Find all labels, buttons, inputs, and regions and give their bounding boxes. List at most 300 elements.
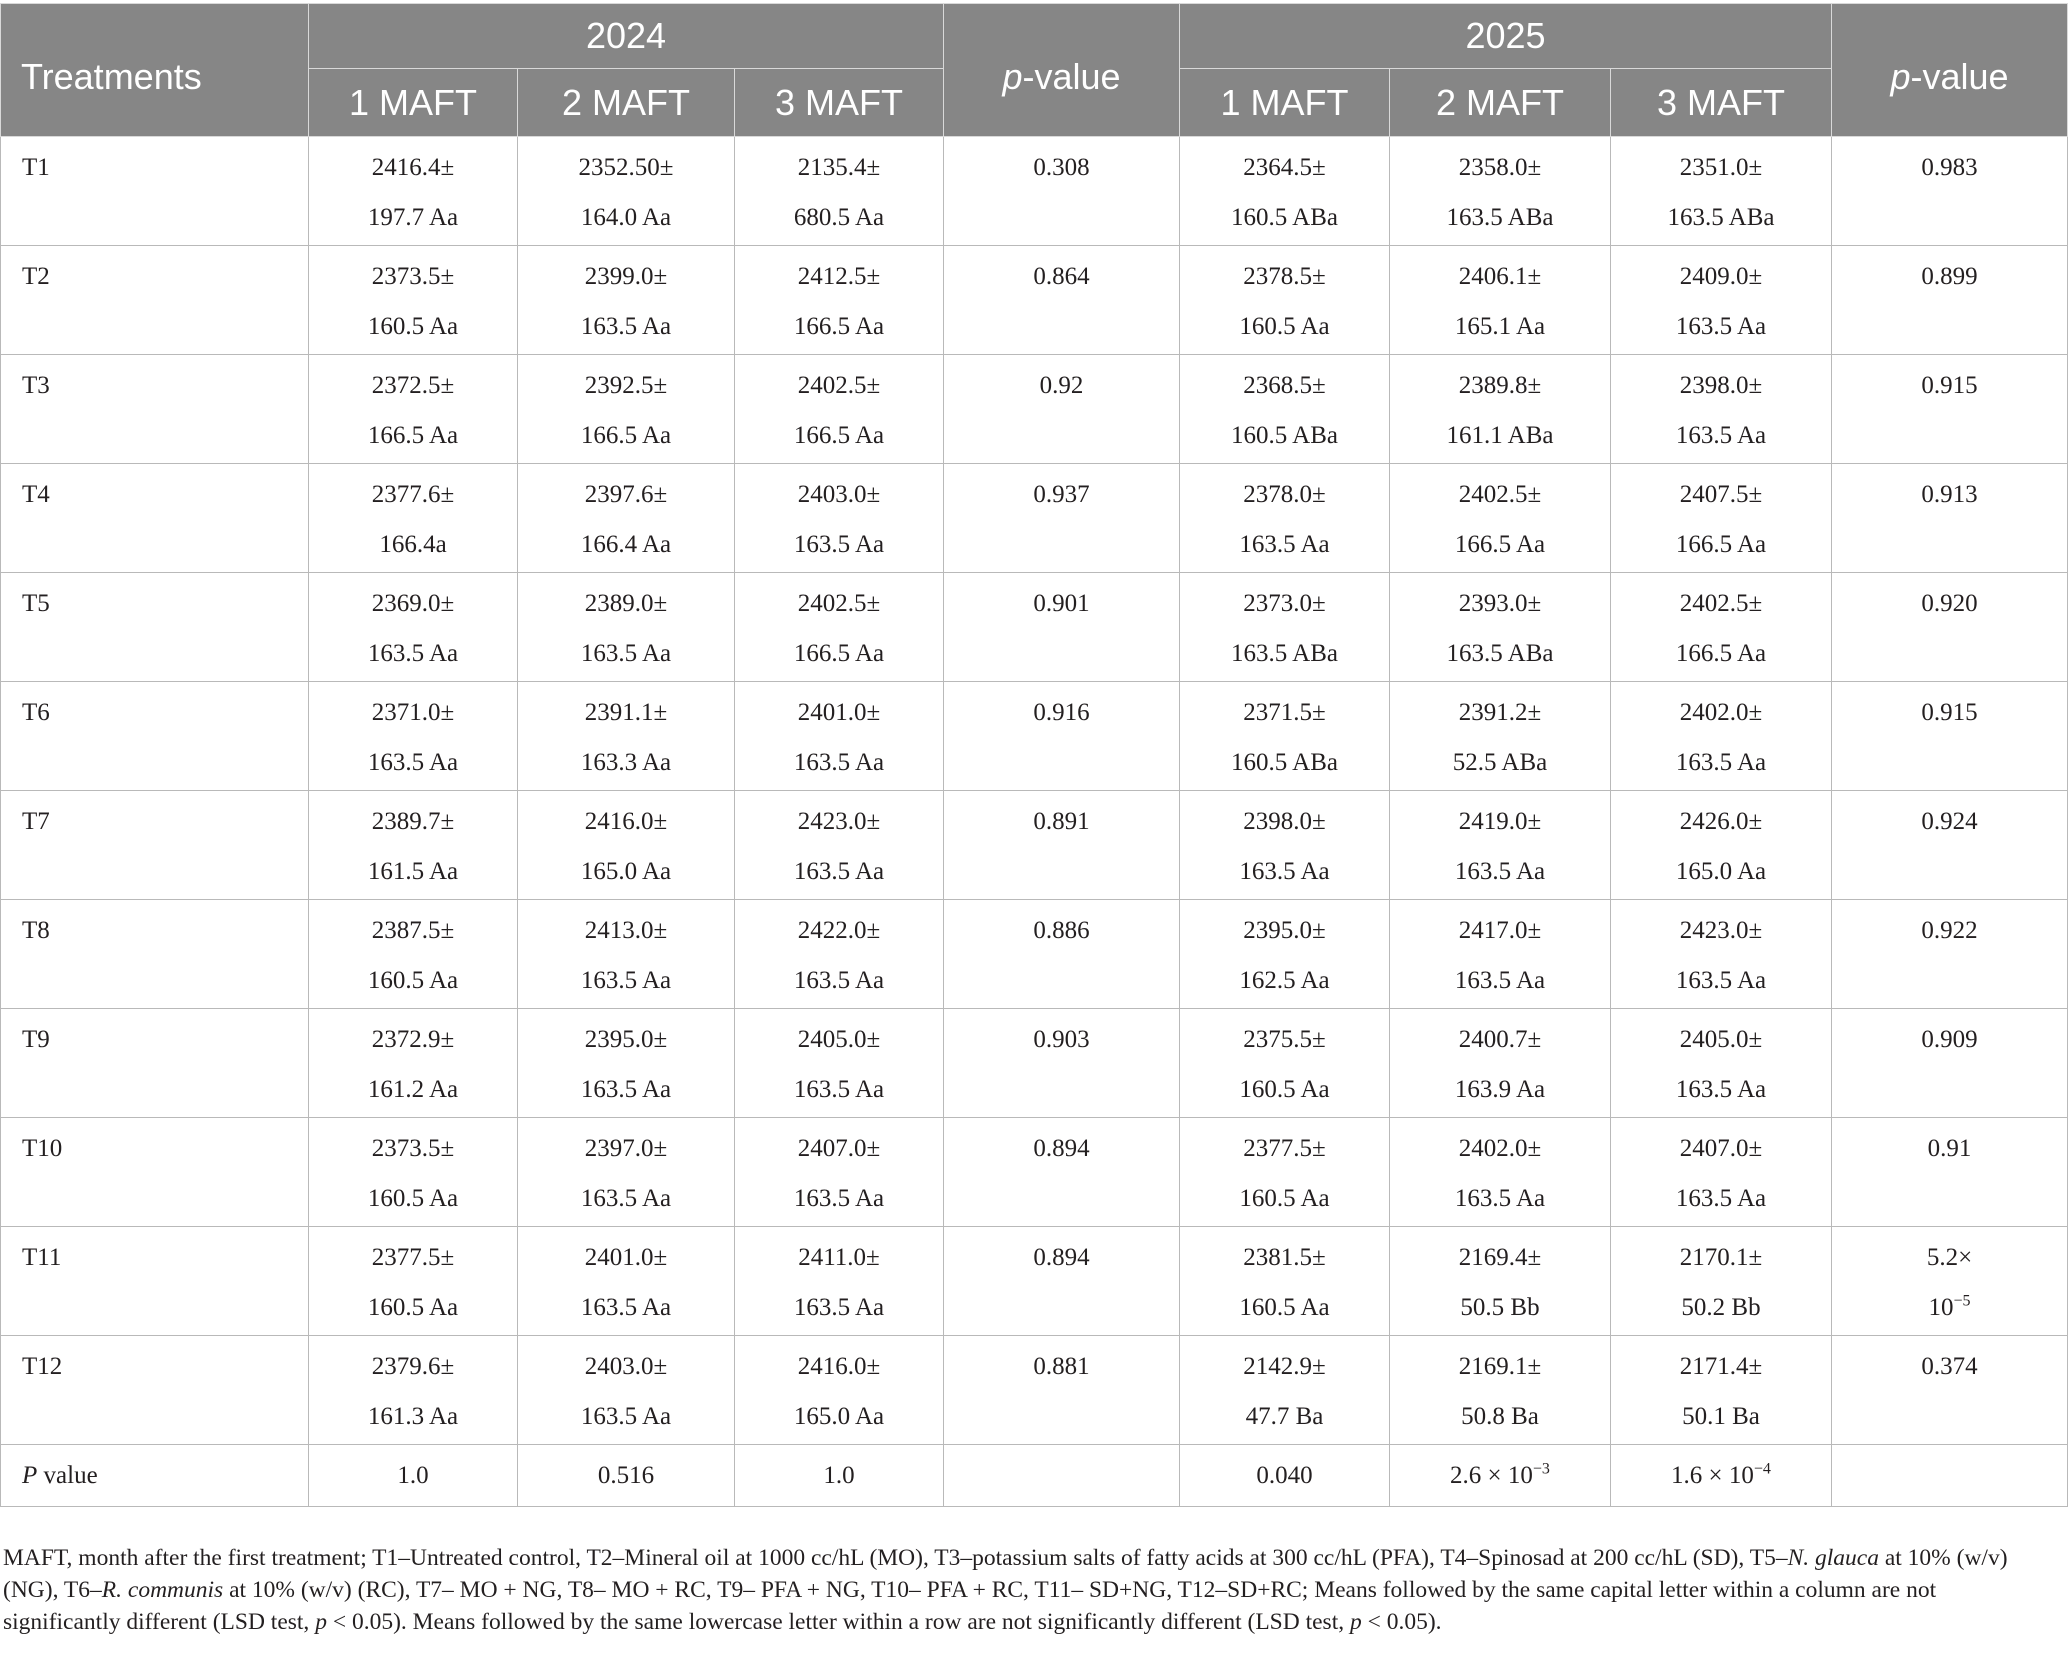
cell-2024-maft-1 xyxy=(309,791,518,900)
cell-2024-maft-2 xyxy=(518,791,735,900)
cell-2024-maft-3 xyxy=(735,900,944,1009)
table-row xyxy=(1,1009,2068,1118)
cell-2025-maft-2 xyxy=(1390,246,1611,355)
footnote-rc-species: R. communis xyxy=(101,1577,224,1603)
cell-sd-letters: 166.5 Aa xyxy=(793,313,885,340)
cell-mean: 2399.0± xyxy=(584,263,668,290)
row-label: T4 xyxy=(1,464,309,573)
cell-mean: 2391.2± xyxy=(1458,699,1542,726)
cell-2025-maft-2 xyxy=(1390,355,1611,464)
cell-mean: 2397.0± xyxy=(584,1135,668,1162)
cell-p-value-2024: 0.308 xyxy=(944,137,1180,246)
p-value-2024-maft-2: 0.516 xyxy=(518,1445,735,1507)
cell-mean: 2400.7± xyxy=(1458,1026,1542,1053)
row-label: T11 xyxy=(1,1227,309,1336)
cell-2025-maft-2 xyxy=(1390,137,1611,246)
cell-mean: 2169.4± xyxy=(1458,1244,1542,1271)
table-row xyxy=(1,1336,2068,1445)
cell-sd-letters: 166.5 Aa xyxy=(367,422,459,449)
p-value-2025-maft-1: 0.040 xyxy=(1180,1445,1390,1507)
cell-2024-maft-3 xyxy=(735,573,944,682)
cell-mean: 2401.0± xyxy=(797,699,881,726)
cell-mean: 2375.5± xyxy=(1243,1026,1326,1053)
cell-mean: 2378.5± xyxy=(1243,263,1326,290)
cell-sd-letters: 160.5 Aa xyxy=(367,1294,459,1321)
footnote-p-2: p xyxy=(1349,1609,1362,1635)
cell-mean: 2368.5± xyxy=(1243,372,1326,399)
cell-mean: 2378.0± xyxy=(1243,481,1326,508)
cell-sd-letters: 163.5 Aa xyxy=(793,967,885,994)
row-label: T5 xyxy=(1,573,309,682)
cell-sd-letters: 160.5 Aa xyxy=(1239,1076,1330,1103)
cell-p-value-2025 xyxy=(1832,682,2068,791)
cell-sd-letters: 680.5 Aa xyxy=(793,204,885,231)
header-pvalue-2025 xyxy=(1832,4,2068,137)
cell-2025-maft-3 xyxy=(1611,1009,1832,1118)
cell-mean: 2369.0± xyxy=(371,590,455,617)
cell-2024-maft-3 xyxy=(735,682,944,791)
p-value-2025-maft-2-exp: −3 xyxy=(1532,1460,1550,1478)
cell-mean: 2402.5± xyxy=(1458,481,1542,508)
cell-2025-maft-2 xyxy=(1390,464,1611,573)
cell-sd-letters: 197.7 Aa xyxy=(367,204,459,231)
cell-sd-letters: 160.5 ABa xyxy=(1231,749,1338,776)
cell-mean: 2426.0± xyxy=(1679,808,1763,835)
cell-sd-letters: 163.5 Aa xyxy=(1675,422,1767,449)
cell-2024-maft-2 xyxy=(518,1336,735,1445)
table-row xyxy=(1,1118,2068,1227)
footnote-ng-species: N. glauca xyxy=(1787,1545,1879,1571)
p-value-line: 5.2× xyxy=(1926,1244,1973,1271)
header-2024-maft-1: 1 MAFT xyxy=(309,69,518,137)
header-year-2025: 2025 xyxy=(1180,4,1832,69)
table-row xyxy=(1,682,2068,791)
cell-mean: 2405.0± xyxy=(1679,1026,1763,1053)
cell-2025-maft-3 xyxy=(1611,137,1832,246)
cell-mean: 2422.0± xyxy=(797,917,881,944)
cell-2025-maft-1 xyxy=(1180,1118,1390,1227)
row-label: T10 xyxy=(1,1118,309,1227)
cell-p-value-2024: 0.881 xyxy=(944,1336,1180,1445)
cell-mean: 2416.0± xyxy=(797,1353,881,1380)
cell-mean: 2364.5± xyxy=(1243,154,1326,181)
cell-2025-maft-3 xyxy=(1611,464,1832,573)
cell-2025-maft-3 xyxy=(1611,1336,1832,1445)
cell-sd-letters: 163.5 Aa xyxy=(1239,531,1330,558)
cell-sd-letters: 163.5 Aa xyxy=(1454,967,1546,994)
cell-2024-maft-2 xyxy=(518,246,735,355)
cell-sd-letters: 163.5 Aa xyxy=(793,1294,885,1321)
cell-mean: 2401.0± xyxy=(584,1244,668,1271)
results-table-container xyxy=(0,3,2068,1507)
cell-p-value-2025 xyxy=(1832,791,2068,900)
cell-sd-letters: 163.5 Aa xyxy=(580,640,672,667)
cell-mean: 2377.5± xyxy=(1243,1135,1326,1162)
cell-mean: 2372.9± xyxy=(371,1026,455,1053)
cell-mean: 2392.5± xyxy=(584,372,668,399)
cell-sd-letters: 160.5 Aa xyxy=(1239,1185,1330,1212)
cell-2024-maft-1 xyxy=(309,1118,518,1227)
footnote-part-5: < 0.05). xyxy=(1361,1609,1442,1635)
cell-p-value-2025 xyxy=(1832,900,2068,1009)
cell-mean: 2170.1± xyxy=(1679,1244,1763,1271)
p-value-line: 0.920 xyxy=(1921,590,1978,617)
cell-2025-maft-2 xyxy=(1390,1336,1611,1445)
footnote-part-4: < 0.05). Means followed by the same lowercase letter within a row are not significantly different (LSD test, xyxy=(326,1609,1350,1635)
cell-mean: 2416.0± xyxy=(584,808,668,835)
row-label: T6 xyxy=(1,682,309,791)
cell-2025-maft-1 xyxy=(1180,900,1390,1009)
cell-mean: 2389.0± xyxy=(584,590,668,617)
cell-2024-maft-2 xyxy=(518,137,735,246)
footnote-part-1: MAFT, month after the first treatment; T1–Untreated control, T2–Mineral oil at 1000 cc/hL (MO), T3–potassium salts of fatty acids at 300 cc/hL (PFA), T4–Spinosad at 200 cc/hL (SD), T5– xyxy=(3,1545,1788,1571)
cell-sd-letters: 163.5 Aa xyxy=(1675,749,1767,776)
row-label: T12 xyxy=(1,1336,309,1445)
cell-mean: 2372.5± xyxy=(371,372,455,399)
cell-p-value-2025 xyxy=(1832,1336,2068,1445)
p-value-2025-maft-2-base: 2.6 × 10 xyxy=(1450,1462,1533,1489)
cell-sd-letters: 163.5 Aa xyxy=(367,749,459,776)
cell-sd-letters: 161.2 Aa xyxy=(367,1076,459,1103)
header-pvalue-p: p xyxy=(1890,55,1911,97)
cell-2024-maft-2 xyxy=(518,1118,735,1227)
p-value-2024-maft-3: 1.0 xyxy=(735,1445,944,1507)
cell-2025-maft-1 xyxy=(1180,1336,1390,1445)
cell-mean: 2389.8± xyxy=(1458,372,1542,399)
cell-mean: 2402.0± xyxy=(1679,699,1763,726)
cell-p-value-2024: 0.903 xyxy=(944,1009,1180,1118)
cell-sd-letters: 160.5 Aa xyxy=(1239,313,1330,340)
cell-2025-maft-1 xyxy=(1180,682,1390,791)
table-header xyxy=(1,4,2068,137)
table-row xyxy=(1,791,2068,900)
p-value-line: 0.899 xyxy=(1921,263,1978,290)
cell-sd-letters: 163.5 Aa xyxy=(1239,858,1330,885)
cell-2024-maft-2 xyxy=(518,464,735,573)
cell-mean: 2171.4± xyxy=(1679,1353,1763,1380)
cell-mean: 2416.4± xyxy=(371,154,455,181)
footnote-p-1: p xyxy=(315,1609,327,1635)
cell-2024-maft-2 xyxy=(518,355,735,464)
table-row xyxy=(1,355,2068,464)
header-pvalue-suffix: -value xyxy=(1910,55,2009,97)
cell-sd-letters: 165.0 Aa xyxy=(1675,858,1767,885)
cell-mean: 2407.5± xyxy=(1679,481,1763,508)
table-body xyxy=(1,137,2068,1507)
p-value-2025-maft-3-exp: −4 xyxy=(1753,1460,1771,1478)
cell-sd-letters: 163.5 ABa xyxy=(1446,640,1554,667)
cell-mean: 2412.5± xyxy=(797,263,881,290)
cell-2025-maft-1 xyxy=(1180,573,1390,682)
p-value-line xyxy=(1832,1283,2067,1333)
results-table xyxy=(0,3,2068,1507)
cell-mean: 2395.0± xyxy=(1243,917,1326,944)
table-row xyxy=(1,246,2068,355)
header-2024-maft-2: 2 MAFT xyxy=(518,69,735,137)
cell-sd-letters: 160.5 ABa xyxy=(1231,204,1338,231)
p-value-exponent: −5 xyxy=(1953,1292,1971,1310)
cell-2025-maft-2 xyxy=(1390,791,1611,900)
cell-mean: 2403.0± xyxy=(584,1353,668,1380)
cell-p-value-2024: 0.92 xyxy=(944,355,1180,464)
cell-2025-maft-2 xyxy=(1390,682,1611,791)
cell-p-value-2025 xyxy=(1832,137,2068,246)
cell-mean: 2398.0± xyxy=(1243,808,1326,835)
table-row xyxy=(1,573,2068,682)
row-label: T9 xyxy=(1,1009,309,1118)
cell-2024-maft-2 xyxy=(518,1009,735,1118)
cell-2025-maft-3 xyxy=(1611,900,1832,1009)
cell-sd-letters: 163.5 Aa xyxy=(793,531,885,558)
cell-mean: 2398.0± xyxy=(1679,372,1763,399)
cell-2025-maft-1 xyxy=(1180,137,1390,246)
table-footnote xyxy=(3,1542,2053,1638)
cell-2024-maft-3 xyxy=(735,464,944,573)
cell-2024-maft-2 xyxy=(518,1227,735,1336)
table-row xyxy=(1,1227,2068,1336)
cell-sd-letters: 161.1 ABa xyxy=(1446,422,1554,449)
cell-2024-maft-1 xyxy=(309,682,518,791)
cell-2024-maft-3 xyxy=(735,355,944,464)
cell-2024-maft-2 xyxy=(518,573,735,682)
cell-sd-letters: 163.5 Aa xyxy=(1675,1185,1767,1212)
row-label: T1 xyxy=(1,137,309,246)
cell-sd-letters: 47.7 Ba xyxy=(1245,1403,1324,1430)
cell-sd-letters: 166.5 Aa xyxy=(793,422,885,449)
cell-sd-letters: 163.5 ABa xyxy=(1446,204,1554,231)
cell-2025-maft-2 xyxy=(1390,900,1611,1009)
cell-mean: 2391.1± xyxy=(584,699,668,726)
cell-mean: 2381.5± xyxy=(1243,1244,1326,1271)
cell-p-value-2025 xyxy=(1832,246,2068,355)
cell-sd-letters: 165.1 Aa xyxy=(1454,313,1546,340)
p-value-2025-maft-3 xyxy=(1611,1445,1832,1507)
cell-mean: 2407.0± xyxy=(797,1135,881,1162)
cell-sd-letters: 166.5 Aa xyxy=(793,640,885,667)
cell-2024-maft-1 xyxy=(309,1336,518,1445)
cell-mean: 2377.6± xyxy=(371,481,455,508)
cell-2025-maft-3 xyxy=(1611,791,1832,900)
cell-2024-maft-1 xyxy=(309,246,518,355)
cell-2024-maft-2 xyxy=(518,900,735,1009)
cell-mean: 2402.5± xyxy=(1679,590,1763,617)
cell-2024-maft-3 xyxy=(735,1336,944,1445)
cell-mean: 2423.0± xyxy=(1679,917,1763,944)
cell-2024-maft-2 xyxy=(518,682,735,791)
cell-sd-letters: 161.5 Aa xyxy=(367,858,459,885)
cell-sd-letters: 163.5 Aa xyxy=(580,313,672,340)
cell-mean: 2395.0± xyxy=(584,1026,668,1053)
cell-p-value-2025 xyxy=(1832,1009,2068,1118)
cell-mean: 2419.0± xyxy=(1458,808,1542,835)
cell-sd-letters: 50.2 Bb xyxy=(1681,1294,1761,1321)
row-label-p-value xyxy=(1,1445,309,1507)
cell-mean: 2373.5± xyxy=(371,263,455,290)
cell-2025-maft-3 xyxy=(1611,1118,1832,1227)
cell-mean: 2371.0± xyxy=(371,699,455,726)
header-pvalue-suffix: -value xyxy=(1022,55,1121,97)
cell-sd-letters: 160.5 Aa xyxy=(1239,1294,1330,1321)
p-value-2025-maft-2 xyxy=(1390,1445,1611,1507)
cell-sd-letters: 160.5 Aa xyxy=(367,1185,459,1212)
cell-2024-maft-1 xyxy=(309,573,518,682)
footnote-part-3: at 10% (w/v) (RC), T7– MO + NG, T8– MO + RC, T9– PFA + NG, T10– PFA + RC, T11– SD+NG, T12–SD+RC; Means followed by the same capital letter within a column are not significantly different (LSD test, xyxy=(3,1577,1937,1635)
row-label: T3 xyxy=(1,355,309,464)
cell-2025-maft-1 xyxy=(1180,1009,1390,1118)
cell-sd-letters: 163.5 Aa xyxy=(1675,1076,1767,1103)
cell-mean: 2409.0± xyxy=(1679,263,1763,290)
cell-mean: 2377.5± xyxy=(371,1244,455,1271)
p-value-empty-cell xyxy=(944,1445,1180,1507)
cell-2025-maft-2 xyxy=(1390,1118,1611,1227)
cell-sd-letters: 166.4 Aa xyxy=(580,531,672,558)
cell-sd-letters: 160.5 ABa xyxy=(1231,422,1338,449)
cell-sd-letters: 163.5 Aa xyxy=(580,967,672,994)
cell-sd-letters: 163.5 Aa xyxy=(1675,313,1767,340)
cell-sd-letters: 163.5 Aa xyxy=(580,1185,672,1212)
cell-mean: 2402.5± xyxy=(797,372,881,399)
cell-2025-maft-1 xyxy=(1180,246,1390,355)
cell-2025-maft-1 xyxy=(1180,355,1390,464)
cell-mean: 2402.0± xyxy=(1458,1135,1542,1162)
header-pvalue-2024 xyxy=(944,4,1180,137)
cell-sd-letters: 163.5 Aa xyxy=(793,749,885,776)
cell-sd-letters: 163.5 Aa xyxy=(580,1076,672,1103)
cell-2024-maft-1 xyxy=(309,1227,518,1336)
cell-mean: 2387.5± xyxy=(371,917,455,944)
cell-mean: 2393.0± xyxy=(1458,590,1542,617)
cell-mean: 2397.6± xyxy=(584,481,668,508)
p-value-line: 0.91 xyxy=(1927,1135,1972,1162)
cell-mean: 2351.0± xyxy=(1679,154,1763,181)
cell-sd-letters: 163.5 Aa xyxy=(1454,858,1546,885)
cell-sd-letters: 163.5 Aa xyxy=(793,1076,885,1103)
header-treatments: Treatments xyxy=(1,4,309,137)
row-label: T8 xyxy=(1,900,309,1009)
cell-sd-letters: 163.5 Aa xyxy=(580,1294,672,1321)
table-row-p-value xyxy=(1,1445,2068,1507)
cell-sd-letters: 160.5 Aa xyxy=(367,313,459,340)
cell-p-value-2025 xyxy=(1832,573,2068,682)
p-value-line: 0.909 xyxy=(1921,1026,1978,1053)
cell-p-value-2024: 0.886 xyxy=(944,900,1180,1009)
header-2025-maft-2: 2 MAFT xyxy=(1390,69,1611,137)
cell-2024-maft-3 xyxy=(735,1118,944,1227)
cell-sd-letters: 163.9 Aa xyxy=(1454,1076,1546,1103)
cell-2024-maft-1 xyxy=(309,1009,518,1118)
cell-p-value-2025 xyxy=(1832,1118,2068,1227)
p-value-2024-maft-1: 1.0 xyxy=(309,1445,518,1507)
cell-2025-maft-3 xyxy=(1611,573,1832,682)
p-value-line: 0.374 xyxy=(1921,1353,1978,1380)
row-label: T7 xyxy=(1,791,309,900)
cell-sd-letters: 163.5 Aa xyxy=(1454,1185,1546,1212)
cell-sd-letters: 163.3 Aa xyxy=(580,749,672,776)
cell-sd-letters: 165.0 Aa xyxy=(580,858,672,885)
cell-sd-letters: 166.4a xyxy=(379,531,447,558)
cell-2025-maft-2 xyxy=(1390,1009,1611,1118)
cell-sd-letters: 163.5 ABa xyxy=(1231,640,1338,667)
cell-2024-maft-1 xyxy=(309,900,518,1009)
cell-2025-maft-1 xyxy=(1180,464,1390,573)
cell-2024-maft-3 xyxy=(735,791,944,900)
p-value-line: 0.922 xyxy=(1921,917,1978,944)
cell-2024-maft-1 xyxy=(309,464,518,573)
cell-2024-maft-3 xyxy=(735,137,944,246)
cell-2025-maft-3 xyxy=(1611,682,1832,791)
header-2024-maft-3: 3 MAFT xyxy=(735,69,944,137)
cell-sd-letters: 165.0 Aa xyxy=(793,1403,885,1430)
cell-sd-letters: 166.5 Aa xyxy=(1454,531,1546,558)
cell-sd-letters: 50.8 Ba xyxy=(1461,1403,1539,1430)
cell-sd-letters: 163.5 Aa xyxy=(1675,967,1767,994)
cell-sd-letters: 166.5 Aa xyxy=(580,422,672,449)
cell-mean: 2407.0± xyxy=(1679,1135,1763,1162)
cell-mean: 2379.6± xyxy=(371,1353,455,1380)
cell-sd-letters: 164.0 Aa xyxy=(580,204,672,231)
cell-mean: 2169.1± xyxy=(1458,1353,1542,1380)
cell-p-value-2024: 0.864 xyxy=(944,246,1180,355)
cell-sd-letters: 163.5 Aa xyxy=(580,1403,672,1430)
p-label-italic: P xyxy=(22,1462,38,1489)
cell-p-value-2024: 0.894 xyxy=(944,1227,1180,1336)
cell-mean: 2413.0± xyxy=(584,917,668,944)
cell-p-value-2024: 0.937 xyxy=(944,464,1180,573)
cell-mean: 2402.5± xyxy=(797,590,881,617)
cell-2024-maft-1 xyxy=(309,355,518,464)
cell-p-value-2025 xyxy=(1832,1227,2068,1336)
cell-sd-letters: 166.5 Aa xyxy=(1675,531,1767,558)
cell-2025-maft-2 xyxy=(1390,1227,1611,1336)
cell-2024-maft-3 xyxy=(735,1009,944,1118)
cell-mean: 2142.9± xyxy=(1243,1353,1326,1380)
cell-2025-maft-1 xyxy=(1180,1227,1390,1336)
p-value-line: 0.915 xyxy=(1921,699,1978,726)
footnote-part-2: at 10% (w/v) (NG), T6– xyxy=(3,1545,2008,1603)
cell-2024-maft-3 xyxy=(735,246,944,355)
cell-2025-maft-3 xyxy=(1611,1227,1832,1336)
cell-sd-letters: 162.5 Aa xyxy=(1239,967,1330,994)
table-row xyxy=(1,900,2068,1009)
cell-mean: 2411.0± xyxy=(798,1244,880,1271)
table-row xyxy=(1,464,2068,573)
p-value-exp-base: 10 xyxy=(1928,1294,1954,1321)
cell-mean: 2389.7± xyxy=(371,808,455,835)
cell-sd-letters: 50.5 Bb xyxy=(1460,1294,1540,1321)
cell-sd-letters: 166.5 Aa xyxy=(1675,640,1767,667)
cell-p-value-2024: 0.916 xyxy=(944,682,1180,791)
cell-mean: 2423.0± xyxy=(797,808,881,835)
cell-p-value-2024: 0.901 xyxy=(944,573,1180,682)
row-label: T2 xyxy=(1,246,309,355)
p-value-line: 0.915 xyxy=(1921,372,1978,399)
p-value-empty-cell xyxy=(1832,1445,2068,1507)
cell-p-value-2024: 0.894 xyxy=(944,1118,1180,1227)
cell-mean: 2352.50± xyxy=(578,154,674,181)
p-value-line: 0.924 xyxy=(1921,808,1978,835)
header-year-2024: 2024 xyxy=(309,4,944,69)
cell-sd-letters: 163.5 Aa xyxy=(793,858,885,885)
cell-mean: 2373.5± xyxy=(371,1135,455,1162)
cell-sd-letters: 160.5 Aa xyxy=(367,967,459,994)
cell-2024-maft-3 xyxy=(735,1227,944,1336)
table-row xyxy=(1,137,2068,246)
header-pvalue-p: p xyxy=(1002,55,1023,97)
p-value-2025-maft-3-base: 1.6 × 10 xyxy=(1671,1462,1754,1489)
header-2025-maft-1: 1 MAFT xyxy=(1180,69,1390,137)
p-value-line: 0.913 xyxy=(1921,481,1978,508)
cell-p-value-2025 xyxy=(1832,355,2068,464)
